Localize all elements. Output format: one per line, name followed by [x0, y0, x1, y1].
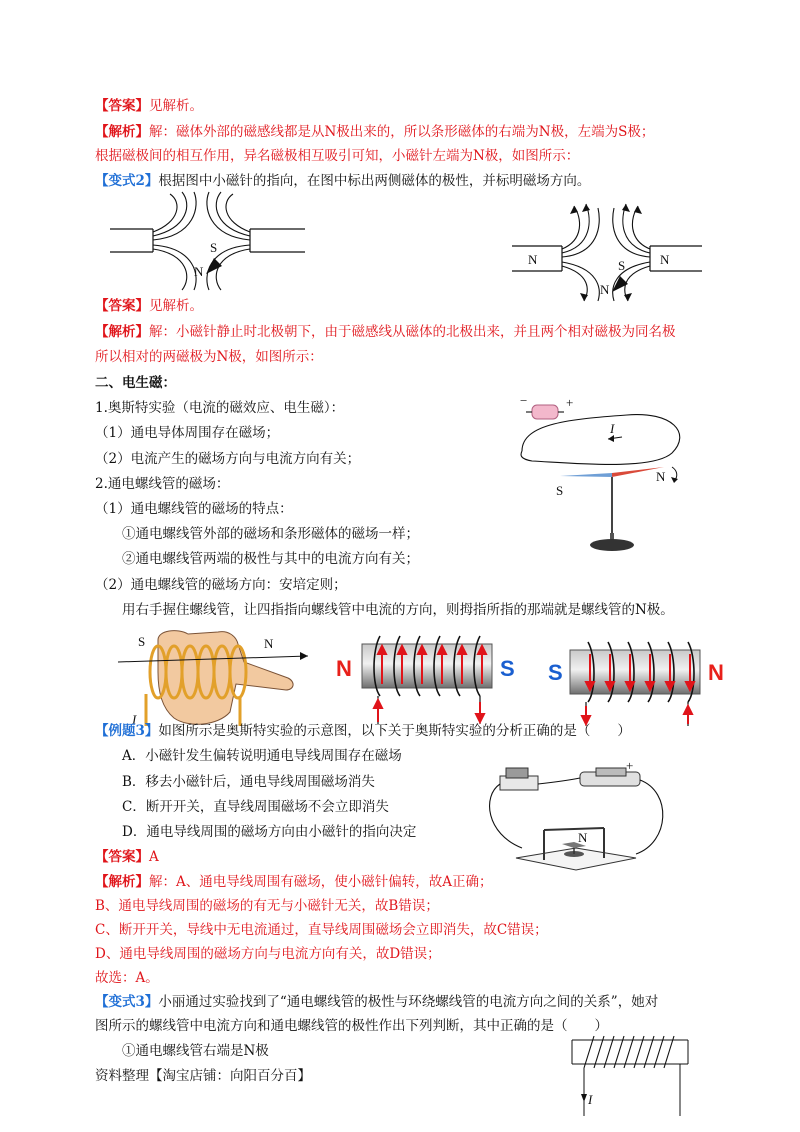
- example-3-tag: 【例题3】: [95, 723, 159, 739]
- analysis-line-3c: C、断开开关，导线中无电流通过，直导线周围磁场会立即消失，故C错误；: [95, 922, 548, 938]
- needle-n-label: N: [656, 469, 666, 484]
- solenoid2-left-pole: S: [548, 660, 563, 685]
- analysis-line-1-cont: 根据磁极间的相互作用，异名磁极相互吸引可知，小磁针左端为N极，如图所示：: [95, 148, 580, 164]
- answer-text: 见解析。: [149, 98, 203, 114]
- solenoid-figure-3: [572, 1034, 692, 1119]
- answer-line-1: [95, 97, 203, 115]
- battery-minus: −: [520, 393, 528, 408]
- solenoid-figure-2: [548, 636, 738, 728]
- answer-tag-3: 【答案】: [95, 849, 149, 865]
- magnet-left-pole: N: [528, 252, 538, 267]
- point-2b1: 用右手握住螺线管，让四指指向螺线管中电流的方向，则拇指所指的那端就是螺线管的N极。: [122, 602, 674, 618]
- analysis-line-1: [95, 123, 654, 141]
- needle-s-label: S: [556, 483, 564, 498]
- current-label: I: [610, 421, 615, 436]
- battery-plus: +: [566, 395, 574, 410]
- magnet-figure-left: [110, 192, 310, 292]
- variant-3-tag: 【变式3】: [95, 994, 159, 1010]
- answer-line-2: [95, 297, 203, 315]
- option-b[interactable]: B．移去小磁针后，通电导线周围磁场消失: [122, 774, 375, 790]
- oersted-figure: [512, 393, 702, 553]
- option-d[interactable]: D．通电导线周围的磁场方向由小磁针的指向决定: [122, 824, 417, 840]
- analysis-tag-2: 【解析】: [95, 324, 149, 340]
- analysis-line-3: [95, 873, 493, 891]
- needle-label-s-right: S: [618, 258, 626, 273]
- point-2a1: ①通电螺线管外部的磁场和条形磁体的磁场一样；: [122, 526, 419, 542]
- solenoid-figure-1: [332, 630, 542, 725]
- battery-plus-label: +: [626, 758, 634, 773]
- variant-2-question: [95, 172, 590, 190]
- point-1b: （2）电流产生的磁场方向与电流方向有关；: [95, 451, 361, 467]
- answer-line-3: [95, 848, 159, 866]
- answer-text-2: 见解析。: [149, 298, 203, 314]
- solenoid1-left-pole: N: [336, 656, 352, 681]
- analysis-tag-3: 【解析】: [95, 874, 149, 890]
- solenoid1-right-pole: S: [500, 656, 515, 681]
- answer-text-3: A: [149, 849, 159, 865]
- oersted-apparatus-figure: [486, 758, 676, 887]
- analysis-text: 解：磁体外部的磁感线都是从N极出来的，所以条形磁体的右端为N极，左端为S极；: [149, 124, 655, 140]
- magnet-right-pole: N: [660, 252, 670, 267]
- point-2a2: ②通电螺线管两端的极性与其中的电流方向有关；: [122, 551, 419, 567]
- point-1: 1.奥斯特实验（电流的磁效应、电生磁）：: [95, 400, 345, 416]
- variant-3-question: [95, 993, 658, 1011]
- variant-3-item-1[interactable]: ①通电螺线管右端是N极: [122, 1043, 269, 1059]
- point-2a: （1）通电螺线管的磁场的特点：: [95, 501, 293, 517]
- variant-2-text: 根据图中小磁针的指向，在图中标出两侧磁体的极性，并标明磁场方向。: [158, 173, 591, 189]
- variant-3-cont: 图所示的螺线管中电流方向和通电螺线管的极性作出下列判断，其中正确的是（ ）: [95, 1018, 608, 1034]
- needle-label-n: N: [194, 264, 204, 279]
- solenoid2-right-pole: N: [708, 660, 724, 685]
- needle-label-n-right: N: [600, 282, 610, 297]
- right-hand-figure: [118, 622, 323, 730]
- option-c[interactable]: C．断开开关，直导线周围磁场不会立即消失: [122, 799, 389, 815]
- point-2b: （2）通电螺线管的磁场方向：安培定则；: [95, 577, 347, 593]
- solenoid3-current-label: I: [588, 1092, 593, 1107]
- option-a[interactable]: A．小磁针发生偏转说明通电导线周围存在磁场: [122, 748, 402, 764]
- magnet-figure-right: [512, 198, 712, 303]
- example-3-question: [95, 722, 631, 740]
- hand-current-label: I: [132, 712, 137, 727]
- variant-3-text: 小丽通过实验找到了“通电螺线管的极性与环绕螺线管的电流方向之间的关系”，她对: [158, 994, 659, 1010]
- analysis-text-3: 解：A、通电导线周围有磁场，使小磁针偏转，故A正确；: [149, 874, 493, 890]
- example-3-text: 如图所示是奥斯特实验的示意图，以下关于奥斯特实验的分析正确的是（ ）: [158, 723, 631, 739]
- analysis-line-2: [95, 323, 676, 341]
- point-1a: （1）通电导体周围存在磁场；: [95, 425, 280, 441]
- hand-n-label: N: [264, 636, 274, 651]
- analysis-tag: 【解析】: [95, 124, 149, 140]
- analysis-line-3d: D、通电导线周围的磁场方向与电流方向有关，故D错误；: [95, 946, 441, 962]
- answer-tag: 【答案】: [95, 98, 149, 114]
- point-2: 2.通电螺线管的磁场：: [95, 476, 230, 492]
- needle-label-s: S: [210, 240, 218, 255]
- answer-tag-2: 【答案】: [95, 298, 149, 314]
- analysis-line-3e: 故选：A。: [95, 970, 159, 986]
- section-title: 二、电生磁：: [95, 375, 176, 391]
- variant-2-tag: 【变式2】: [95, 173, 159, 189]
- analysis-line-2-cont: 所以相对的两磁极为N极，如图所示：: [95, 349, 323, 365]
- analysis-line-3b: B、通电导线周围的磁场的有无与小磁针无关，故B错误；: [95, 898, 439, 914]
- analysis-text-2: 解：小磁针静止时北极朝下，由于磁感线从磁体的北极出来，并且两个相对磁极为同名极: [149, 324, 676, 340]
- hand-s-label: S: [138, 634, 146, 649]
- page-footer: 资料整理【淘宝店铺：向阳百分百】: [95, 1068, 311, 1084]
- apparatus-n-label: N: [578, 830, 588, 845]
